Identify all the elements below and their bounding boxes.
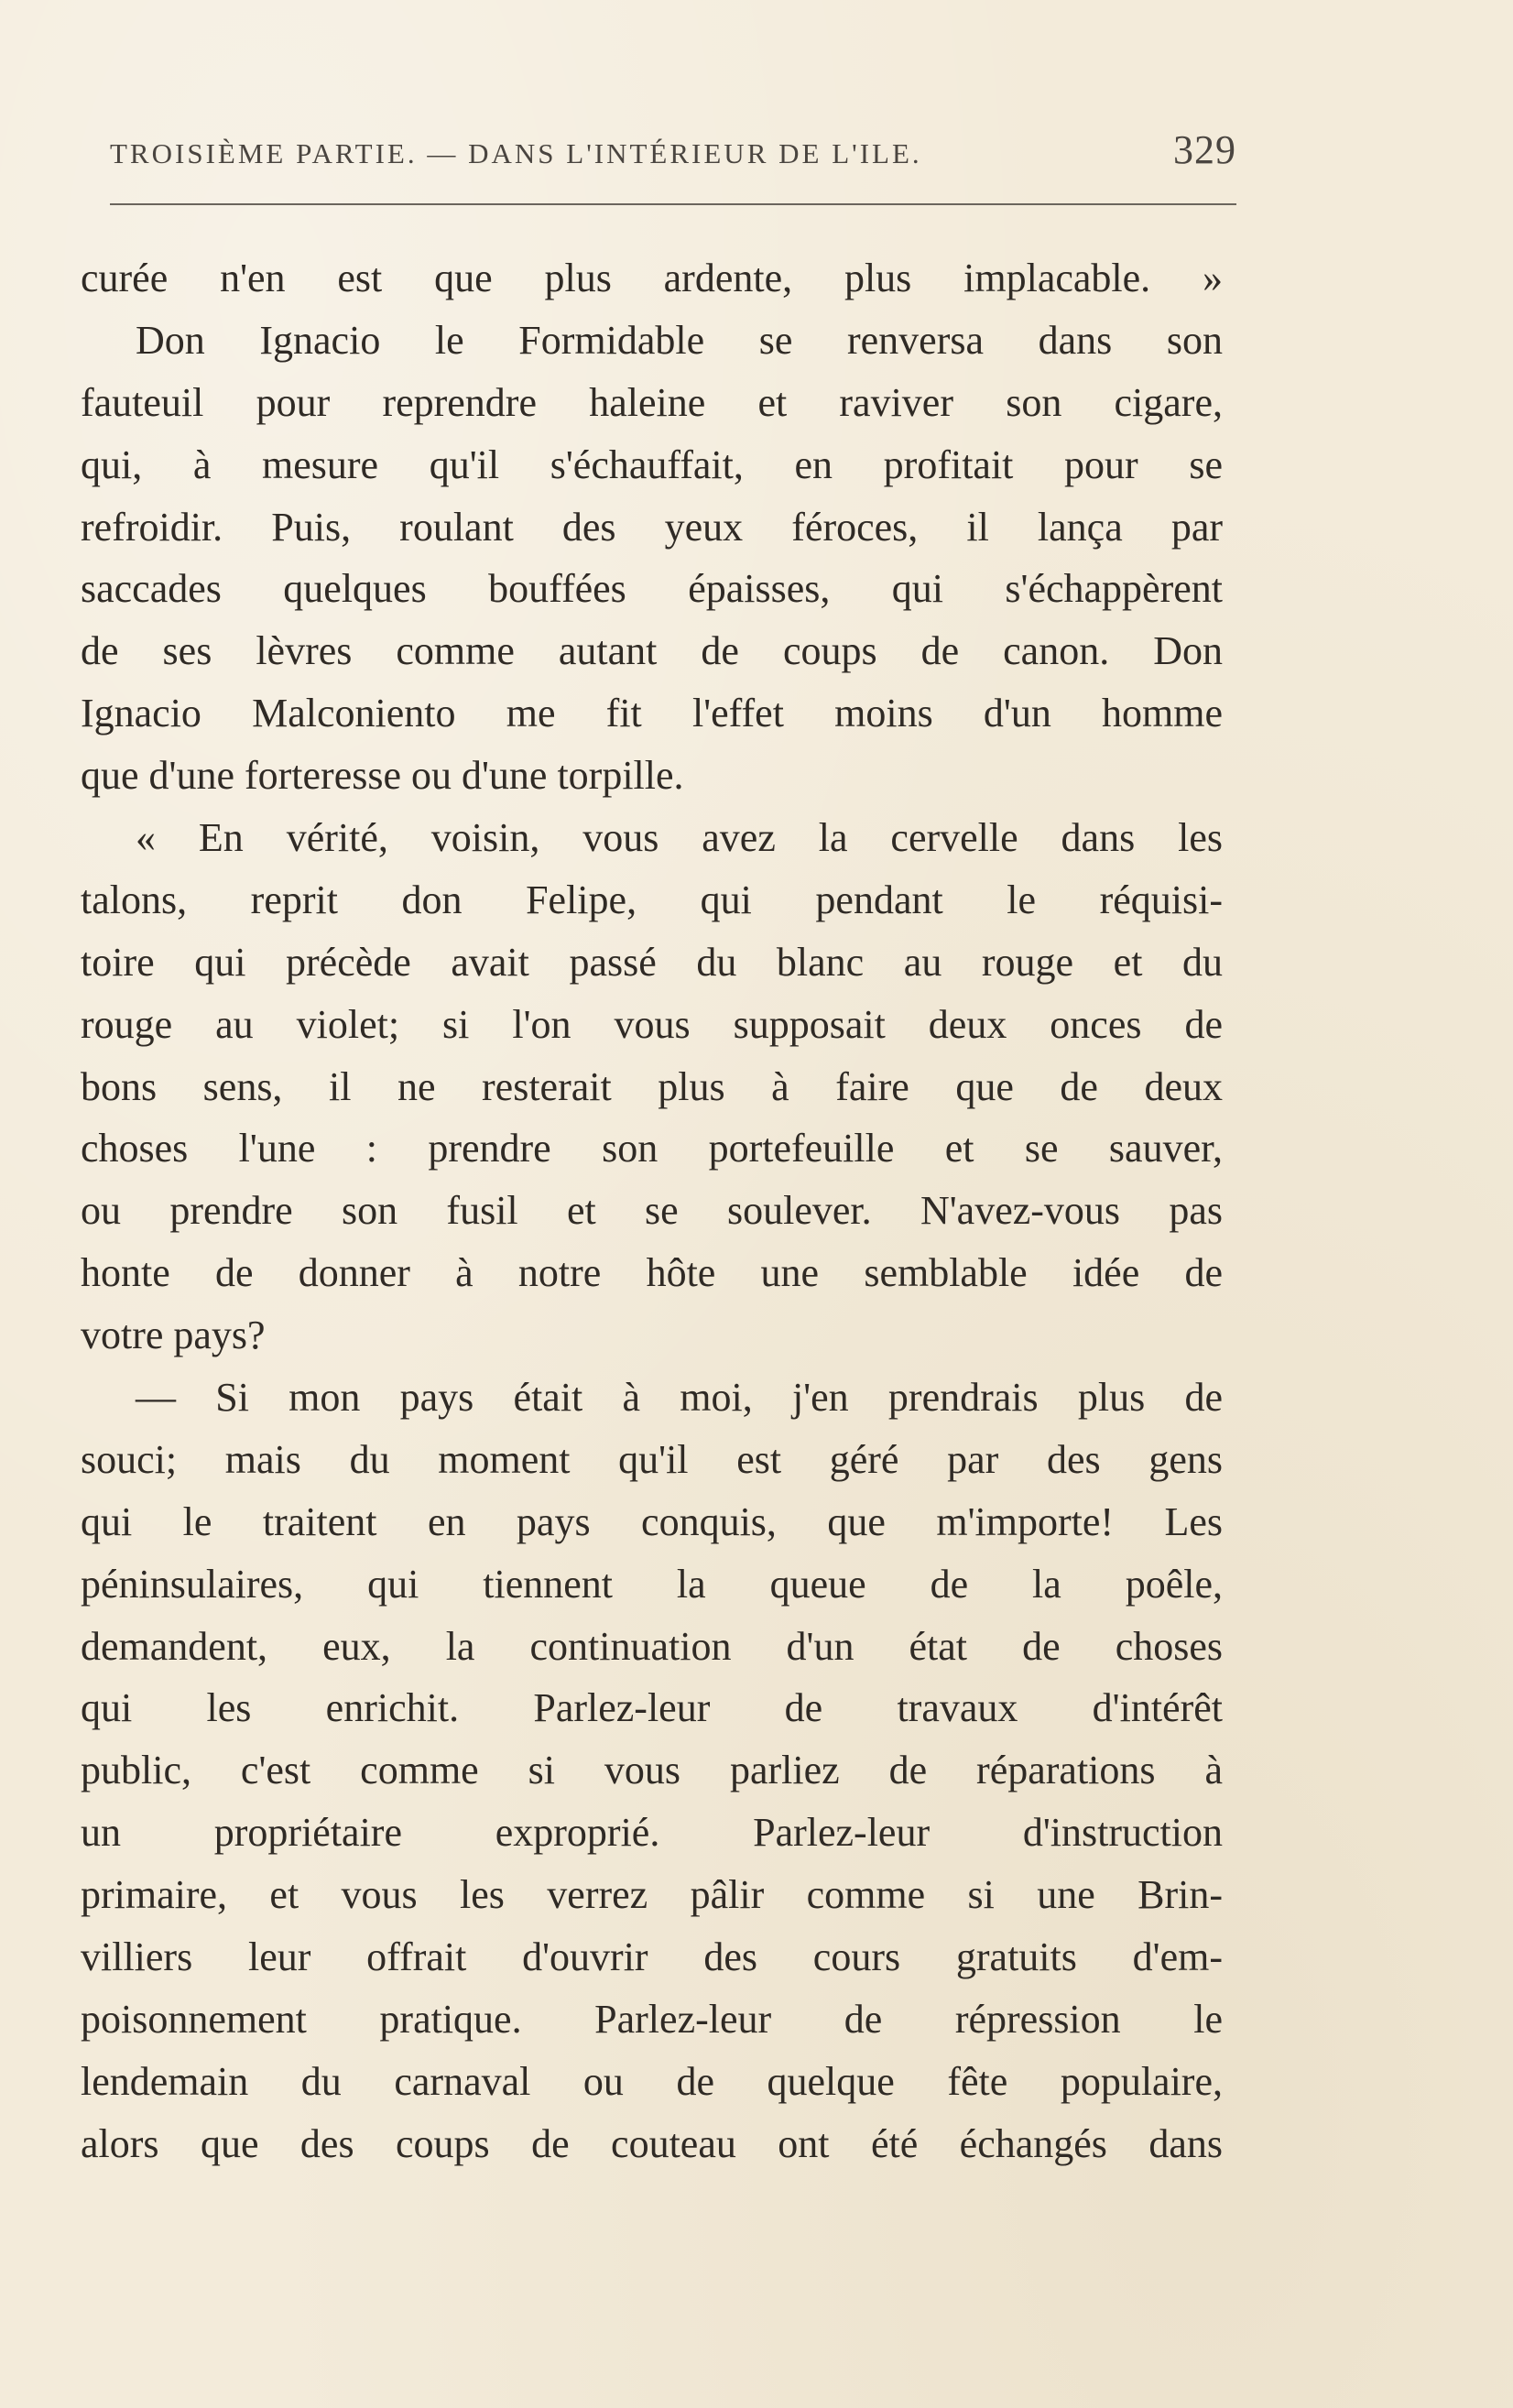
text-line: rouge au violet; si l'on vous supposait deux onces de	[81, 1001, 1223, 1047]
running-head-title: TROISIÈME PARTIE. — DANS L'INTÉRIEUR DE L'ILE.	[110, 137, 922, 169]
text-line: talons, reprit don Felipe, qui pendant le réquisi-	[81, 877, 1223, 922]
text-line: fauteuil pour reprendre haleine et raviver son cigare,	[81, 379, 1223, 425]
text-line: péninsulaires, qui tiennent la queue de la poêle,	[81, 1561, 1223, 1607]
text-line: saccades quelques bouffées épaisses, qui s'échappèrent	[81, 566, 1223, 612]
text-line: Don Ignacio le Formidable se renversa dans son	[136, 317, 1223, 363]
text-line: de ses lèvres comme autant de coups de canon. Don	[81, 628, 1223, 674]
text-line: villiers leur offrait d'ouvrir des cours gratuits d'em-	[81, 1934, 1223, 1980]
text-line: « En vérité, voisin, vous avez la cervelle dans les	[136, 815, 1223, 861]
text-line: votre pays?	[81, 1313, 266, 1358]
text-line: Ignacio Malconiento me fit l'effet moins d'un homme	[81, 691, 1223, 736]
text-line: alors que des coups de couteau ont été échangés dans	[81, 2120, 1223, 2166]
running-head	[110, 126, 1236, 181]
text-line: que d'une forteresse ou d'une torpille.	[81, 753, 684, 799]
text-line: refroidir. Puis, roulant des yeux féroces, il lança par	[81, 504, 1223, 550]
text-line: curée n'en est que plus ardente, plus implacable. »	[81, 256, 1223, 300]
text-line: primaire, et vous les verrez pâlir comme si une Brin-	[81, 1872, 1223, 1918]
text-line: demandent, eux, la continuation d'un état de choses	[81, 1623, 1223, 1669]
text-line: toire qui précède avait passé du blanc au rouge et du	[81, 939, 1223, 985]
body-text	[81, 247, 1223, 2175]
header-rule	[110, 203, 1236, 205]
text-line: qui les enrichit. Parlez-leur de travaux d'intérêt	[81, 1685, 1223, 1731]
text-line: public, c'est comme si vous parliez de réparations à	[81, 1748, 1223, 1793]
text-line: ou prendre son fusil et se soulever. N'avez-vous pas	[81, 1188, 1223, 1234]
text-line: un propriétaire exproprié. Parlez-leur d'instruction	[81, 1810, 1223, 1856]
text-line: lendemain du carnaval ou de quelque fête populaire,	[81, 2058, 1223, 2104]
text-line: honte de donner à notre hôte une semblable idée de	[81, 1250, 1223, 1296]
text-line: choses l'une : prendre son portefeuille et se sauver,	[81, 1126, 1223, 1171]
page-number: 329	[1173, 127, 1236, 172]
text-line: souci; mais du moment qu'il est géré par des gens	[81, 1436, 1223, 1482]
text-line: poisonnement pratique. Parlez-leur de répression le	[81, 1996, 1223, 2042]
text-line: — Si mon pays était à moi, j'en prendrais plus de	[136, 1375, 1223, 1421]
text-line: qui le traitent en pays conquis, que m'importe! Les	[81, 1498, 1223, 1544]
text-line: bons sens, il ne resterait plus à faire que de deux	[81, 1063, 1223, 1109]
text-line: qui, à mesure qu'il s'échauffait, en profitait pour se	[81, 441, 1223, 487]
